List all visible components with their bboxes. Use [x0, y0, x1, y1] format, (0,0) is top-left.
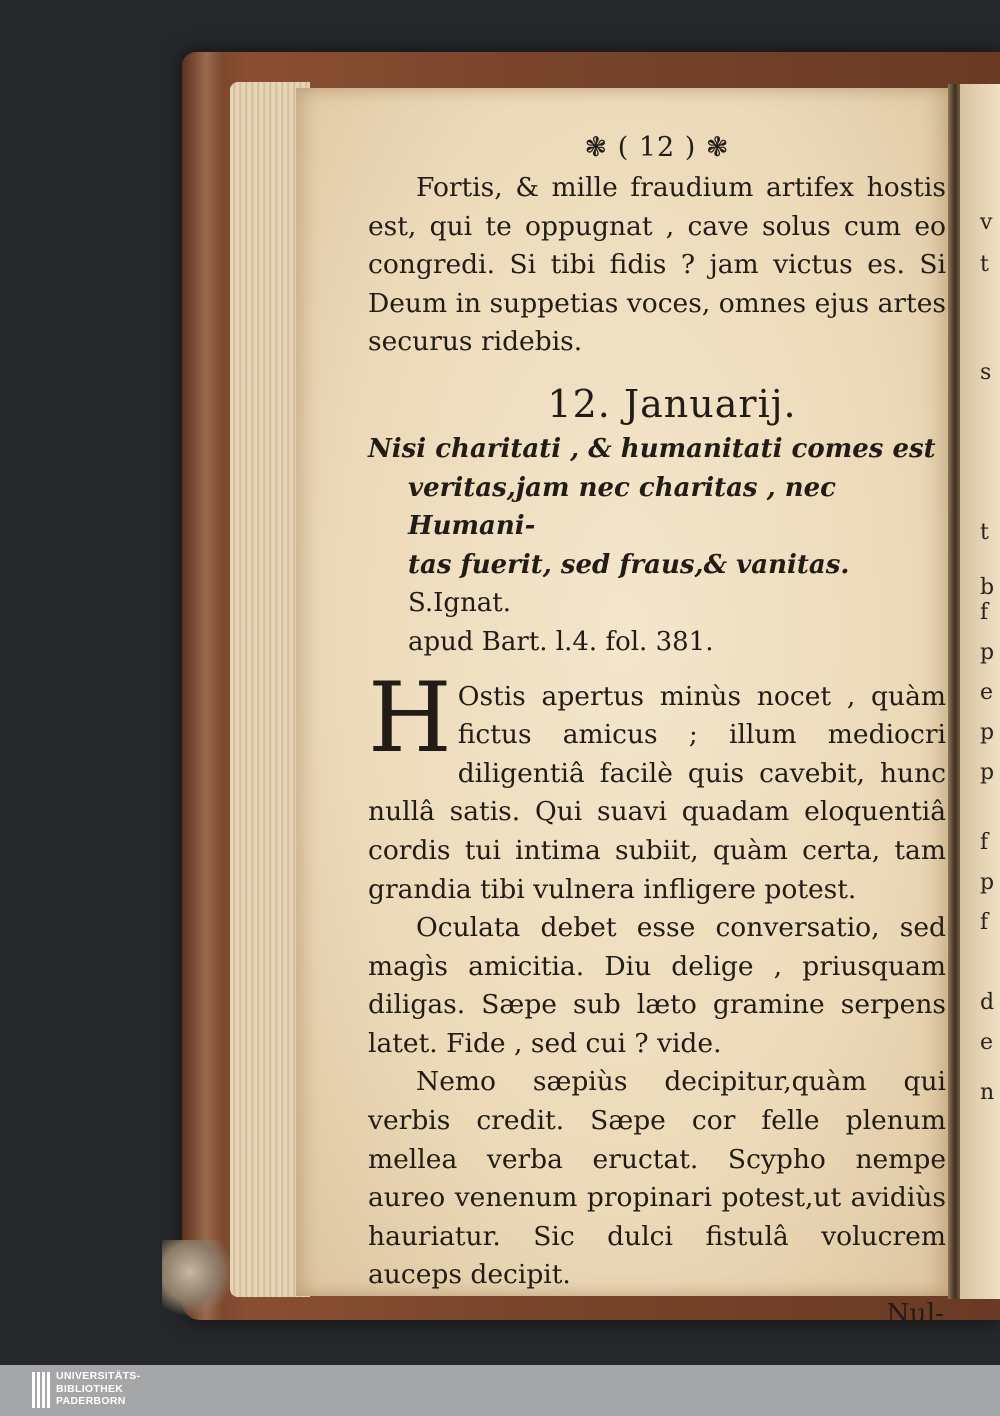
facing-page-letter: p — [980, 870, 995, 895]
quote — [368, 430, 946, 662]
quote-line-3: tas fuerit, sed fraus,& vanitas. — [408, 549, 850, 580]
facing-page-letter: n — [980, 1080, 995, 1105]
paragraph-3: Oculata debet esse conversatio, sed magìs amicitia. Diu delige , priusquam diligas. Sæpe sub læto gramine serpens latet. Fide , sed cui ? vide. — [368, 912, 946, 1059]
facing-page-letter: p — [980, 640, 995, 665]
facing-page-letter: v — [980, 210, 993, 235]
facing-page-letter: f — [980, 600, 989, 625]
facing-page-letter: t — [980, 252, 989, 277]
page-text — [368, 132, 946, 1334]
facing-page-letter: d — [980, 990, 995, 1015]
paragraph-2-text: Ostis apertus minùs nocet , quàm fictus amicus ; illum mediocri diligentiâ facilè quis cavebit, hunc nullâ satis. Qui suavi quadam eloquentiâ cordis tui intima subiit, quàm certa, tam grandia tibi vulnera infligere potest. — [368, 680, 946, 905]
facing-page-letter: e — [980, 1030, 994, 1055]
facing-page-letter: f — [980, 910, 989, 935]
quote-line-1: Nisi charitati , & humanitati comes est — [368, 433, 936, 464]
quote-line-2: veritas,jam nec charitas , nec Humani- — [408, 472, 836, 542]
facing-page-letter: p — [980, 720, 995, 745]
drop-cap: H — [368, 661, 452, 774]
running-head: ❃ ( 12 ) ❃ — [584, 132, 730, 163]
paragraph-2 — [368, 661, 946, 910]
facing-page-letter: e — [980, 680, 994, 705]
facing-page-letter: f — [980, 830, 989, 855]
facing-page-letter: t — [980, 520, 989, 545]
library-logo-icon — [32, 1370, 50, 1410]
logo-line-2: BIBLIOTHEK — [56, 1382, 124, 1395]
paragraph-1: Fortis, & mille fraudium artifex hostis est, qui te oppugnat , cave solus cum eo congredi. Si tibi fidis ? jam victus es. Si Deum in suppetias voces, omnes ejus artes securus ridebis. — [368, 172, 946, 358]
quote-source: S.Ignat. — [408, 588, 512, 619]
date-heading: 12. Januarij. — [547, 381, 797, 426]
logo-line-1: UNIVERSITÄTS- — [56, 1370, 141, 1382]
facing-page-letter: p — [980, 760, 995, 785]
citation: apud Bart. l.4. fol. 381. — [408, 626, 714, 657]
worn-corner — [162, 1240, 232, 1320]
paragraph-4: Nemo sæpiùs decipitur,quàm qui verbis credit. Sæpe cor felle plenum mellea verba eructat. Scypho nempe aureo venenum propinari potest,ut avidiùs hauriatur. Sic dulci fistulâ volucrem auceps decipit. — [368, 1066, 946, 1291]
footer-bar — [0, 1365, 1000, 1416]
facing-page-letter: s — [980, 360, 992, 385]
library-logo-text — [56, 1370, 140, 1408]
cover-edge — [182, 52, 222, 1320]
catchword: Nul- — [886, 1298, 944, 1330]
logo-line-3: PADERBORN — [56, 1395, 126, 1407]
facing-page-letter: b — [980, 575, 995, 600]
